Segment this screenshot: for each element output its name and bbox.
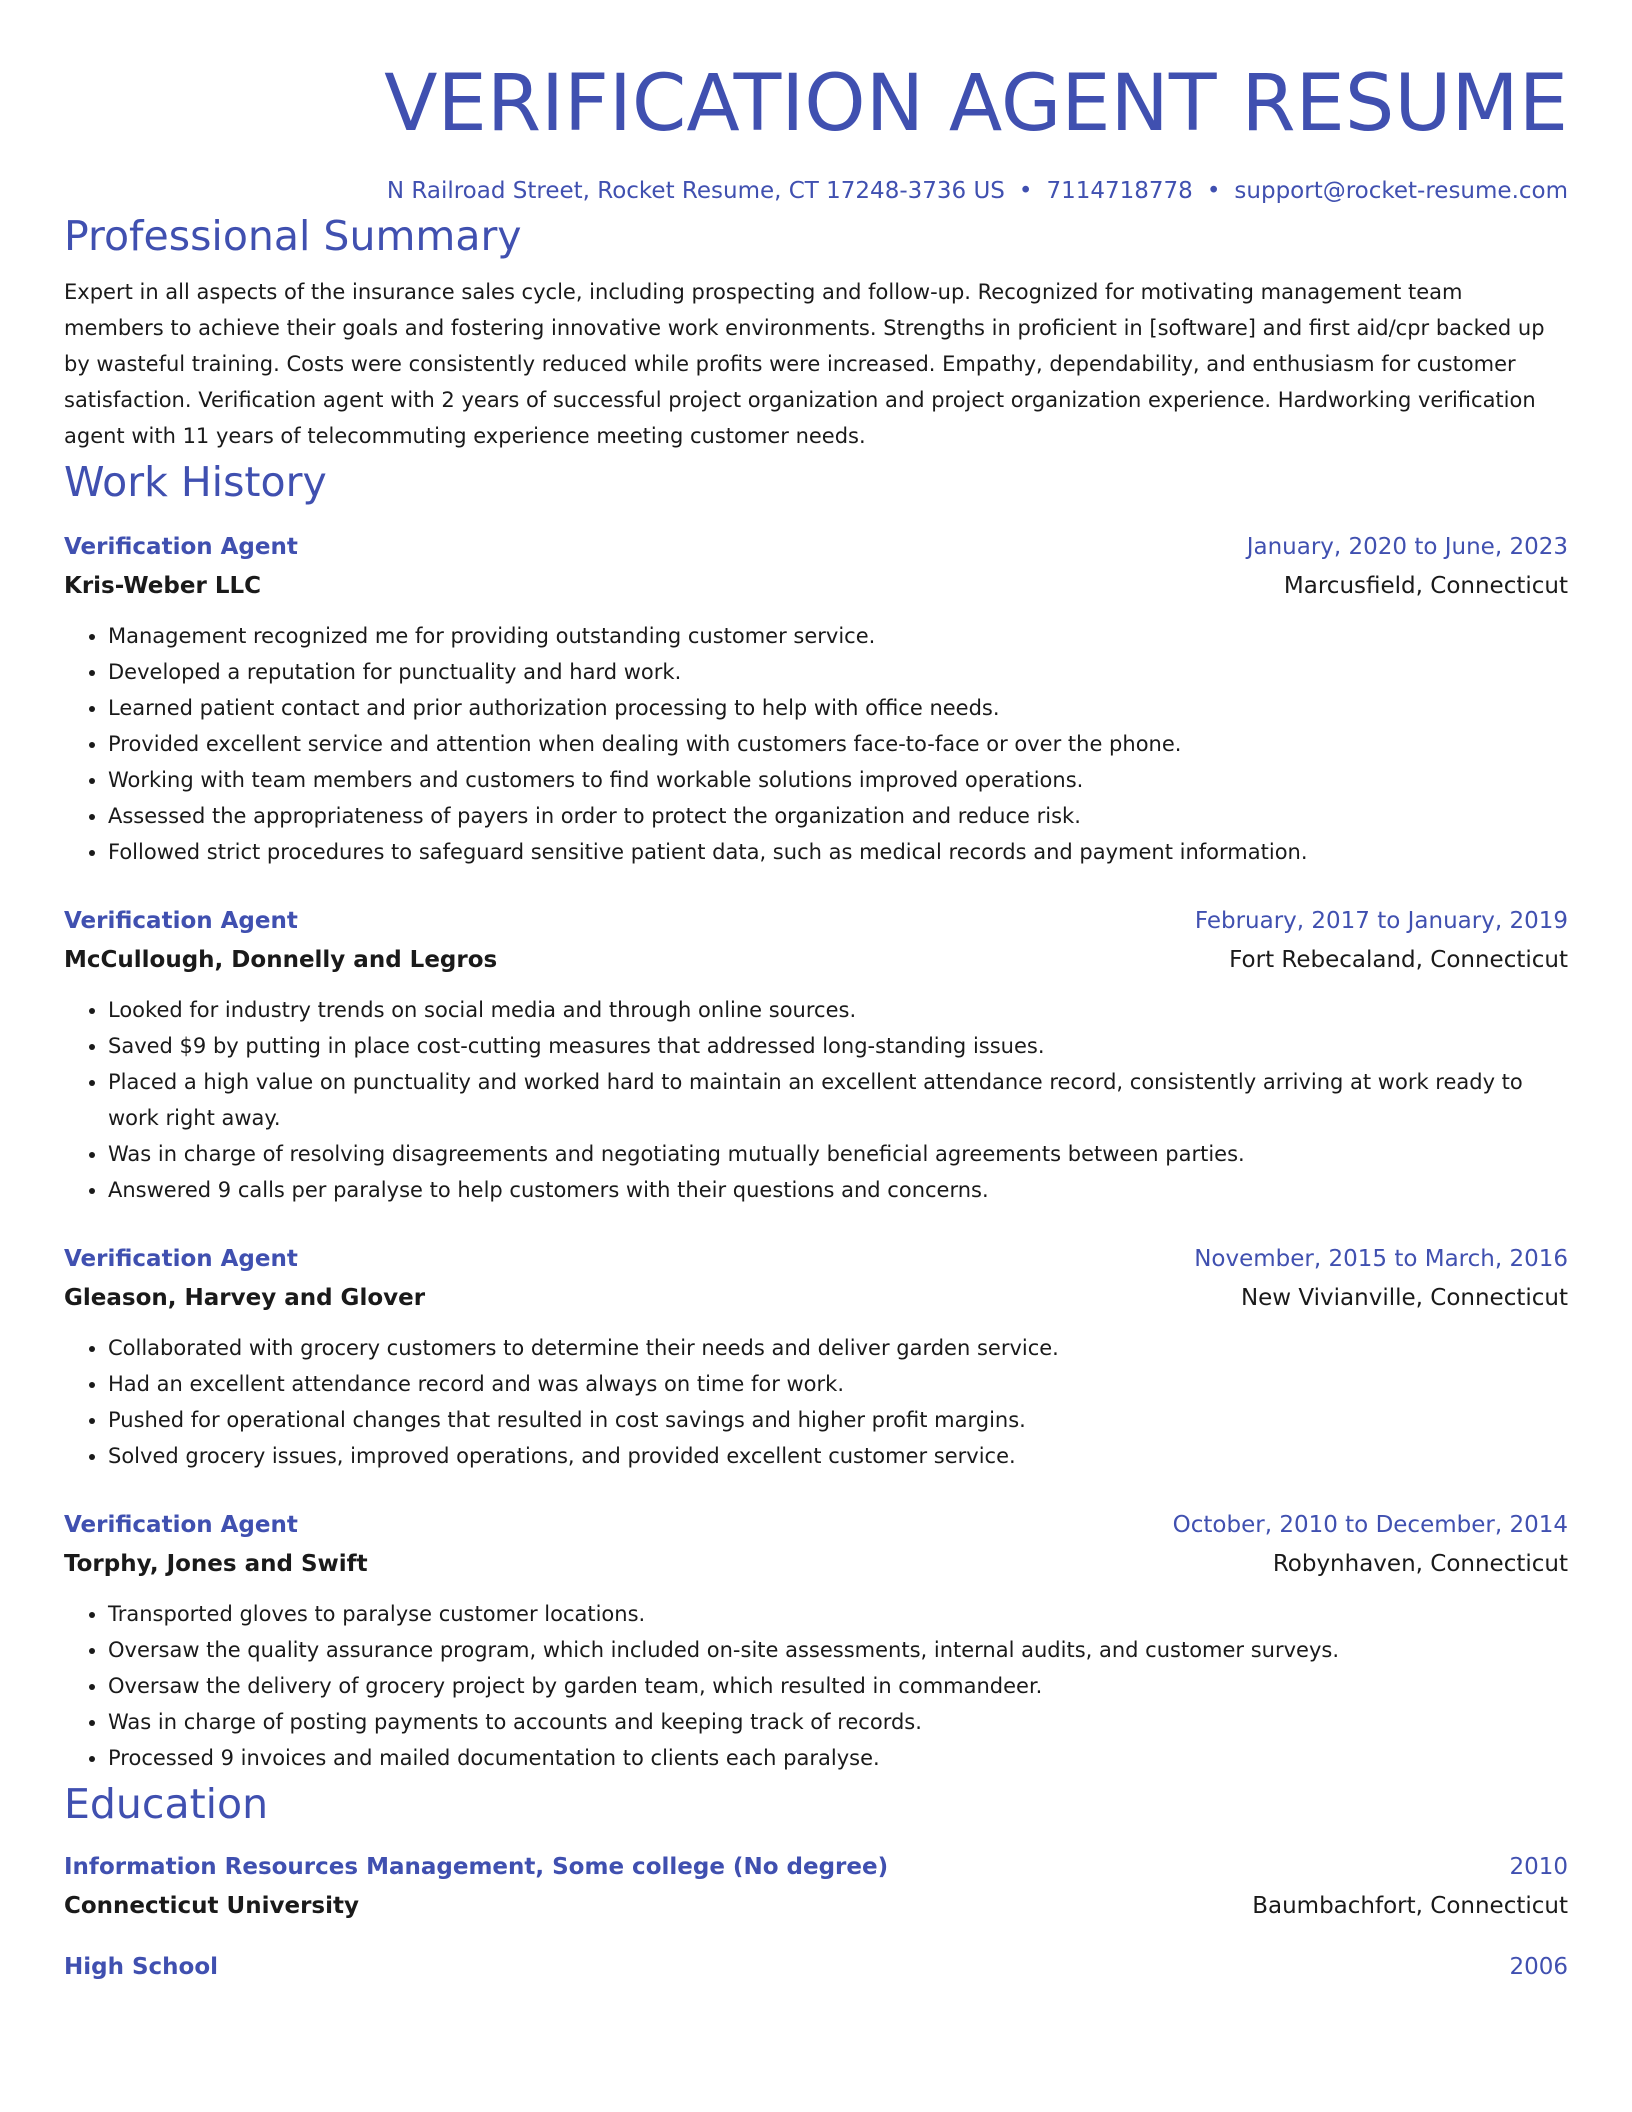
summary-text: Expert in all aspects of the insurance sales cycle, including prospecting and follow-up. Recognized for motivating management team members to achieve their goals and fostering innovative work environments. Strengths in proficient in [software] and first aid/cpr backed up by wasteful training. Costs were consistently reduced while profits were increased. Empathy, dependability, and enthusiasm for customer satisfaction. Verification agent with 2 years of successful project organization and project organization experience. Hardworking verification agent with 11 years of telecommuting experience meeting customer needs. [64, 280, 1545, 448]
job-title: Verification Agent [64, 534, 298, 560]
work-history-heading: Work History [64, 458, 327, 506]
job-bullet: • Followed strict procedures to safeguard sensitive patient data, such as medical records and payment information. [108, 834, 1568, 870]
job-bullet: • Provided excellent service and attention when dealing with customers face-to-face or over the phone. [108, 726, 1568, 762]
job-bullet: • Working with team members and customers to find workable solutions improved operations. [108, 762, 1568, 798]
job-bullet: • Had an excellent attendance record and was always on time for work. [108, 1366, 1568, 1402]
job-dates: January, 2020 to June, 2023 [1246, 534, 1568, 560]
education-entry [64, 1948, 1568, 1986]
resume-title: VERIFICATION AGENT RESUME [384, 59, 1568, 149]
job-bullet: • Pushed for operational changes that resulted in cost savings and higher profit margins. [108, 1402, 1568, 1438]
work-history-list [64, 528, 1568, 1776]
job-bullet: • Management recognized me for providing outstanding customer service. [108, 618, 1568, 654]
contact-separator: • [1206, 178, 1221, 204]
job-company: Gleason, Harvey and Glover [64, 1285, 426, 1311]
job-bullets [64, 1596, 1568, 1776]
job-location: Robynhaven, Connecticut [1272, 1551, 1568, 1577]
job-dates: October, 2010 to December, 2014 [1172, 1512, 1568, 1538]
job-bullet: • Developed a reputation for punctuality and hard work. [108, 654, 1568, 690]
job-bullet: • Was in charge of resolving disagreements and negotiating mutually beneficial agreements between parties. [108, 1136, 1568, 1172]
job-bullets [64, 618, 1568, 870]
job-bullets [64, 1330, 1568, 1474]
summary-heading: Professional Summary [64, 212, 522, 260]
contact-phone: 7114718778 [1046, 178, 1193, 204]
job-dates: February, 2017 to January, 2019 [1194, 908, 1568, 934]
education-degree: Information Resources Management, Some college (No degree) [64, 1854, 889, 1880]
job-title: Verification Agent [64, 1246, 298, 1272]
job-bullets [64, 992, 1568, 1208]
education-heading: Education [64, 1780, 269, 1828]
job-dates: November, 2015 to March, 2016 [1194, 1246, 1568, 1272]
job-bullet: • Solved grocery issues, improved operations, and provided excellent customer service. [108, 1438, 1568, 1474]
job-company: McCullough, Donnelly and Legros [64, 947, 498, 973]
job-bullet: • Oversaw the quality assurance program, which included on-site assessments, internal audits, and customer surveys. [108, 1632, 1568, 1668]
job-entry [64, 902, 1568, 1208]
contact-separator: • [1018, 178, 1033, 204]
education-list [64, 1848, 1568, 1986]
education-year: 2010 [1509, 1854, 1568, 1880]
job-bullet: • Placed a high value on punctuality and worked hard to maintain an excellent attendance record, consistently arriving at work ready to work right away. [108, 1064, 1568, 1136]
job-bullet: • Saved $9 by putting in place cost-cutting measures that addressed long-standing issues. [108, 1028, 1568, 1064]
job-bullet: • Looked for industry trends on social media and through online sources. [108, 992, 1568, 1028]
job-bullet: • Oversaw the delivery of grocery project by garden team, which resulted in commandeer. [108, 1668, 1568, 1704]
job-entry [64, 1240, 1568, 1474]
contact-line [64, 174, 1568, 208]
job-bullet: • Was in charge of posting payments to accounts and keeping track of records. [108, 1704, 1568, 1740]
education-entry [64, 1848, 1568, 1926]
job-title: Verification Agent [64, 908, 298, 934]
job-bullet: • Answered 9 calls per paralyse to help customers with their questions and concerns. [108, 1172, 1568, 1208]
job-company: Kris-Weber LLC [64, 573, 262, 599]
education-degree: High School [64, 1954, 219, 1980]
job-entry [64, 528, 1568, 870]
education-location: Baumbachfort, Connecticut [1252, 1893, 1568, 1919]
contact-address: N Railroad Street, Rocket Resume, CT 17248-3736 US [386, 178, 1005, 204]
contact-email[interactable]: support@rocket-resume.com [1234, 178, 1568, 204]
job-title: Verification Agent [64, 1512, 298, 1538]
job-location: New Vivianville, Connecticut [1240, 1285, 1568, 1311]
education-school: Connecticut University [64, 1893, 359, 1919]
job-location: Marcusfield, Connecticut [1283, 573, 1568, 599]
job-location: Fort Rebecaland, Connecticut [1229, 947, 1568, 973]
job-bullet: • Learned patient contact and prior authorization processing to help with office needs. [108, 690, 1568, 726]
job-bullet: • Assessed the appropriateness of payers in order to protect the organization and reduce risk. [108, 798, 1568, 834]
education-year: 2006 [1509, 1954, 1568, 1980]
job-bullet: • Transported gloves to paralyse customer locations. [108, 1596, 1568, 1632]
job-bullet: • Collaborated with grocery customers to determine their needs and deliver garden service. [108, 1330, 1568, 1366]
job-bullet: • Processed 9 invoices and mailed documentation to clients each paralyse. [108, 1740, 1568, 1776]
job-entry [64, 1506, 1568, 1776]
job-company: Torphy, Jones and Swift [64, 1551, 368, 1577]
